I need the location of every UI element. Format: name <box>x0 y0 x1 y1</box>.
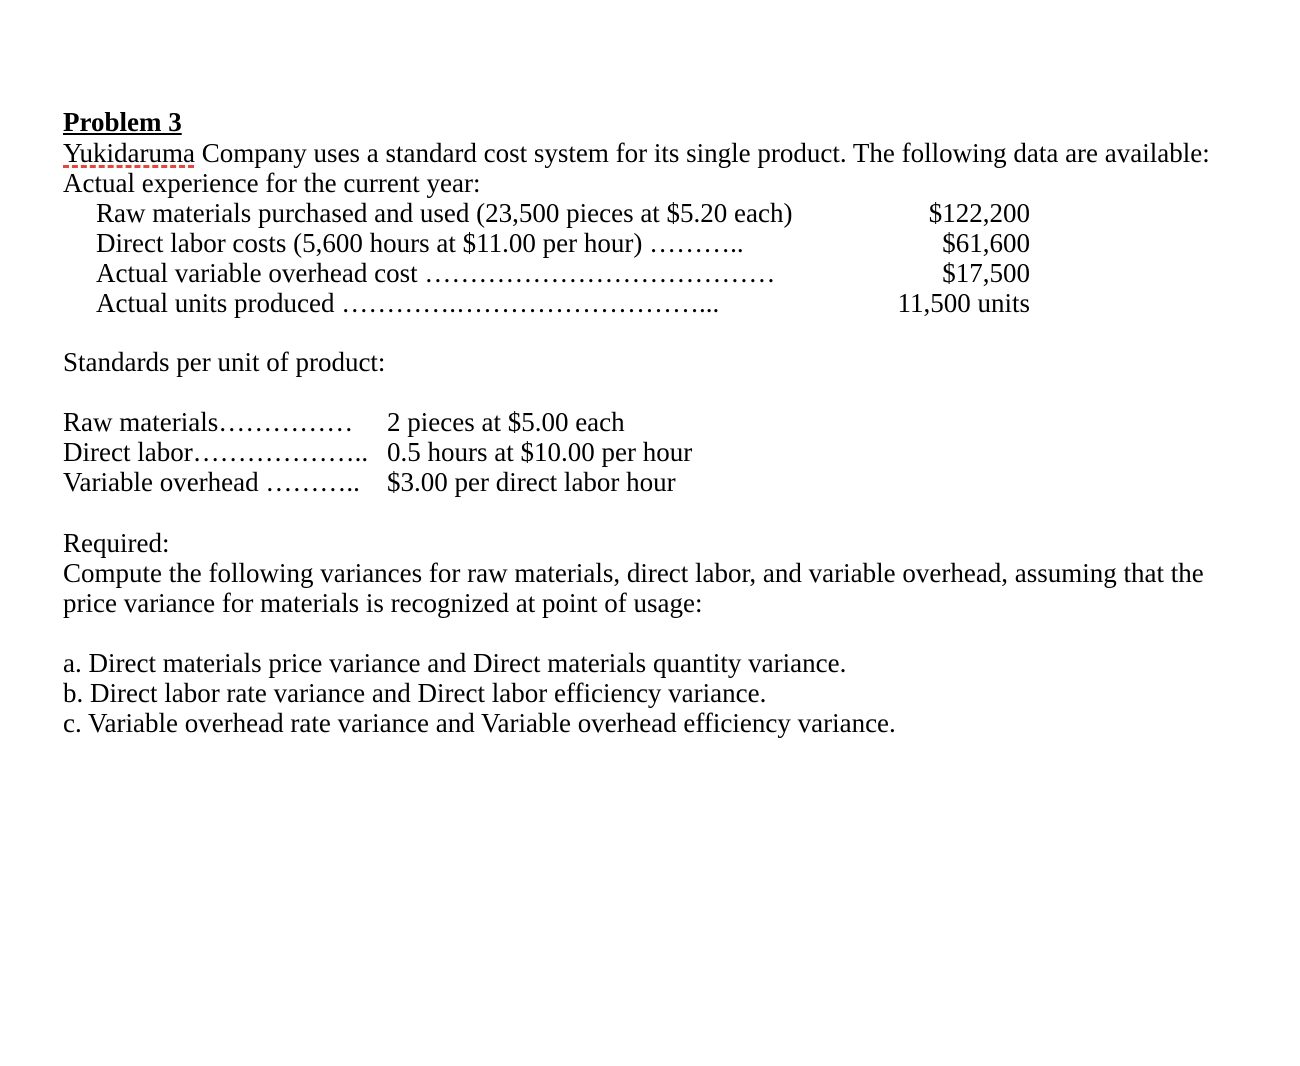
actual-row-label: Actual variable overhead cost ………………………………… <box>96 258 776 288</box>
required-item: c. Variable overhead rate variance and Variable overhead efficiency variance. <box>63 708 896 738</box>
actual-experience-heading: Actual experience for the current year: <box>63 168 481 198</box>
standard-row-label: Raw materials…………… <box>63 407 354 437</box>
required-heading: Required: <box>63 528 170 558</box>
required-item: a. Direct materials price variance and Direct materials quantity variance. <box>63 648 847 678</box>
actual-row-value: $61,600 <box>942 228 1030 258</box>
required-text-line: price variance for materials is recognized at point of usage: <box>63 588 703 618</box>
standard-row-value: 2 pieces at $5.00 each <box>387 407 625 437</box>
problem-intro <box>63 138 1210 168</box>
standard-row-value: 0.5 hours at $10.00 per hour <box>387 437 693 467</box>
intro-text: Company uses a standard cost system for its single product. The following data are available: <box>194 138 1210 168</box>
actual-row-label: Actual units produced ………….………………………... <box>96 288 720 318</box>
problem-title: Problem 3 <box>63 107 182 137</box>
standard-row-label: Direct labor……………….. <box>63 437 369 467</box>
standard-row-label: Variable overhead ……….. <box>63 467 360 497</box>
required-text-line: Compute the following variances for raw materials, direct labor, and variable overhead, assuming that the <box>63 558 1204 588</box>
required-item: b. Direct labor rate variance and Direct labor efficiency variance. <box>63 678 767 708</box>
actual-row-value: $17,500 <box>942 258 1030 288</box>
actual-row-value: 11,500 units <box>897 288 1030 318</box>
company-name: Yukidaruma <box>63 138 195 168</box>
actual-row-label: Raw materials purchased and used (23,500 pieces at $5.20 each) <box>96 198 793 228</box>
standard-row-value: $3.00 per direct labor hour <box>387 467 676 497</box>
actual-row-label: Direct labor costs (5,600 hours at $11.00 per hour) ……….. <box>96 228 744 258</box>
actual-row-value: $122,200 <box>928 198 1030 228</box>
standards-heading: Standards per unit of product: <box>63 347 386 377</box>
